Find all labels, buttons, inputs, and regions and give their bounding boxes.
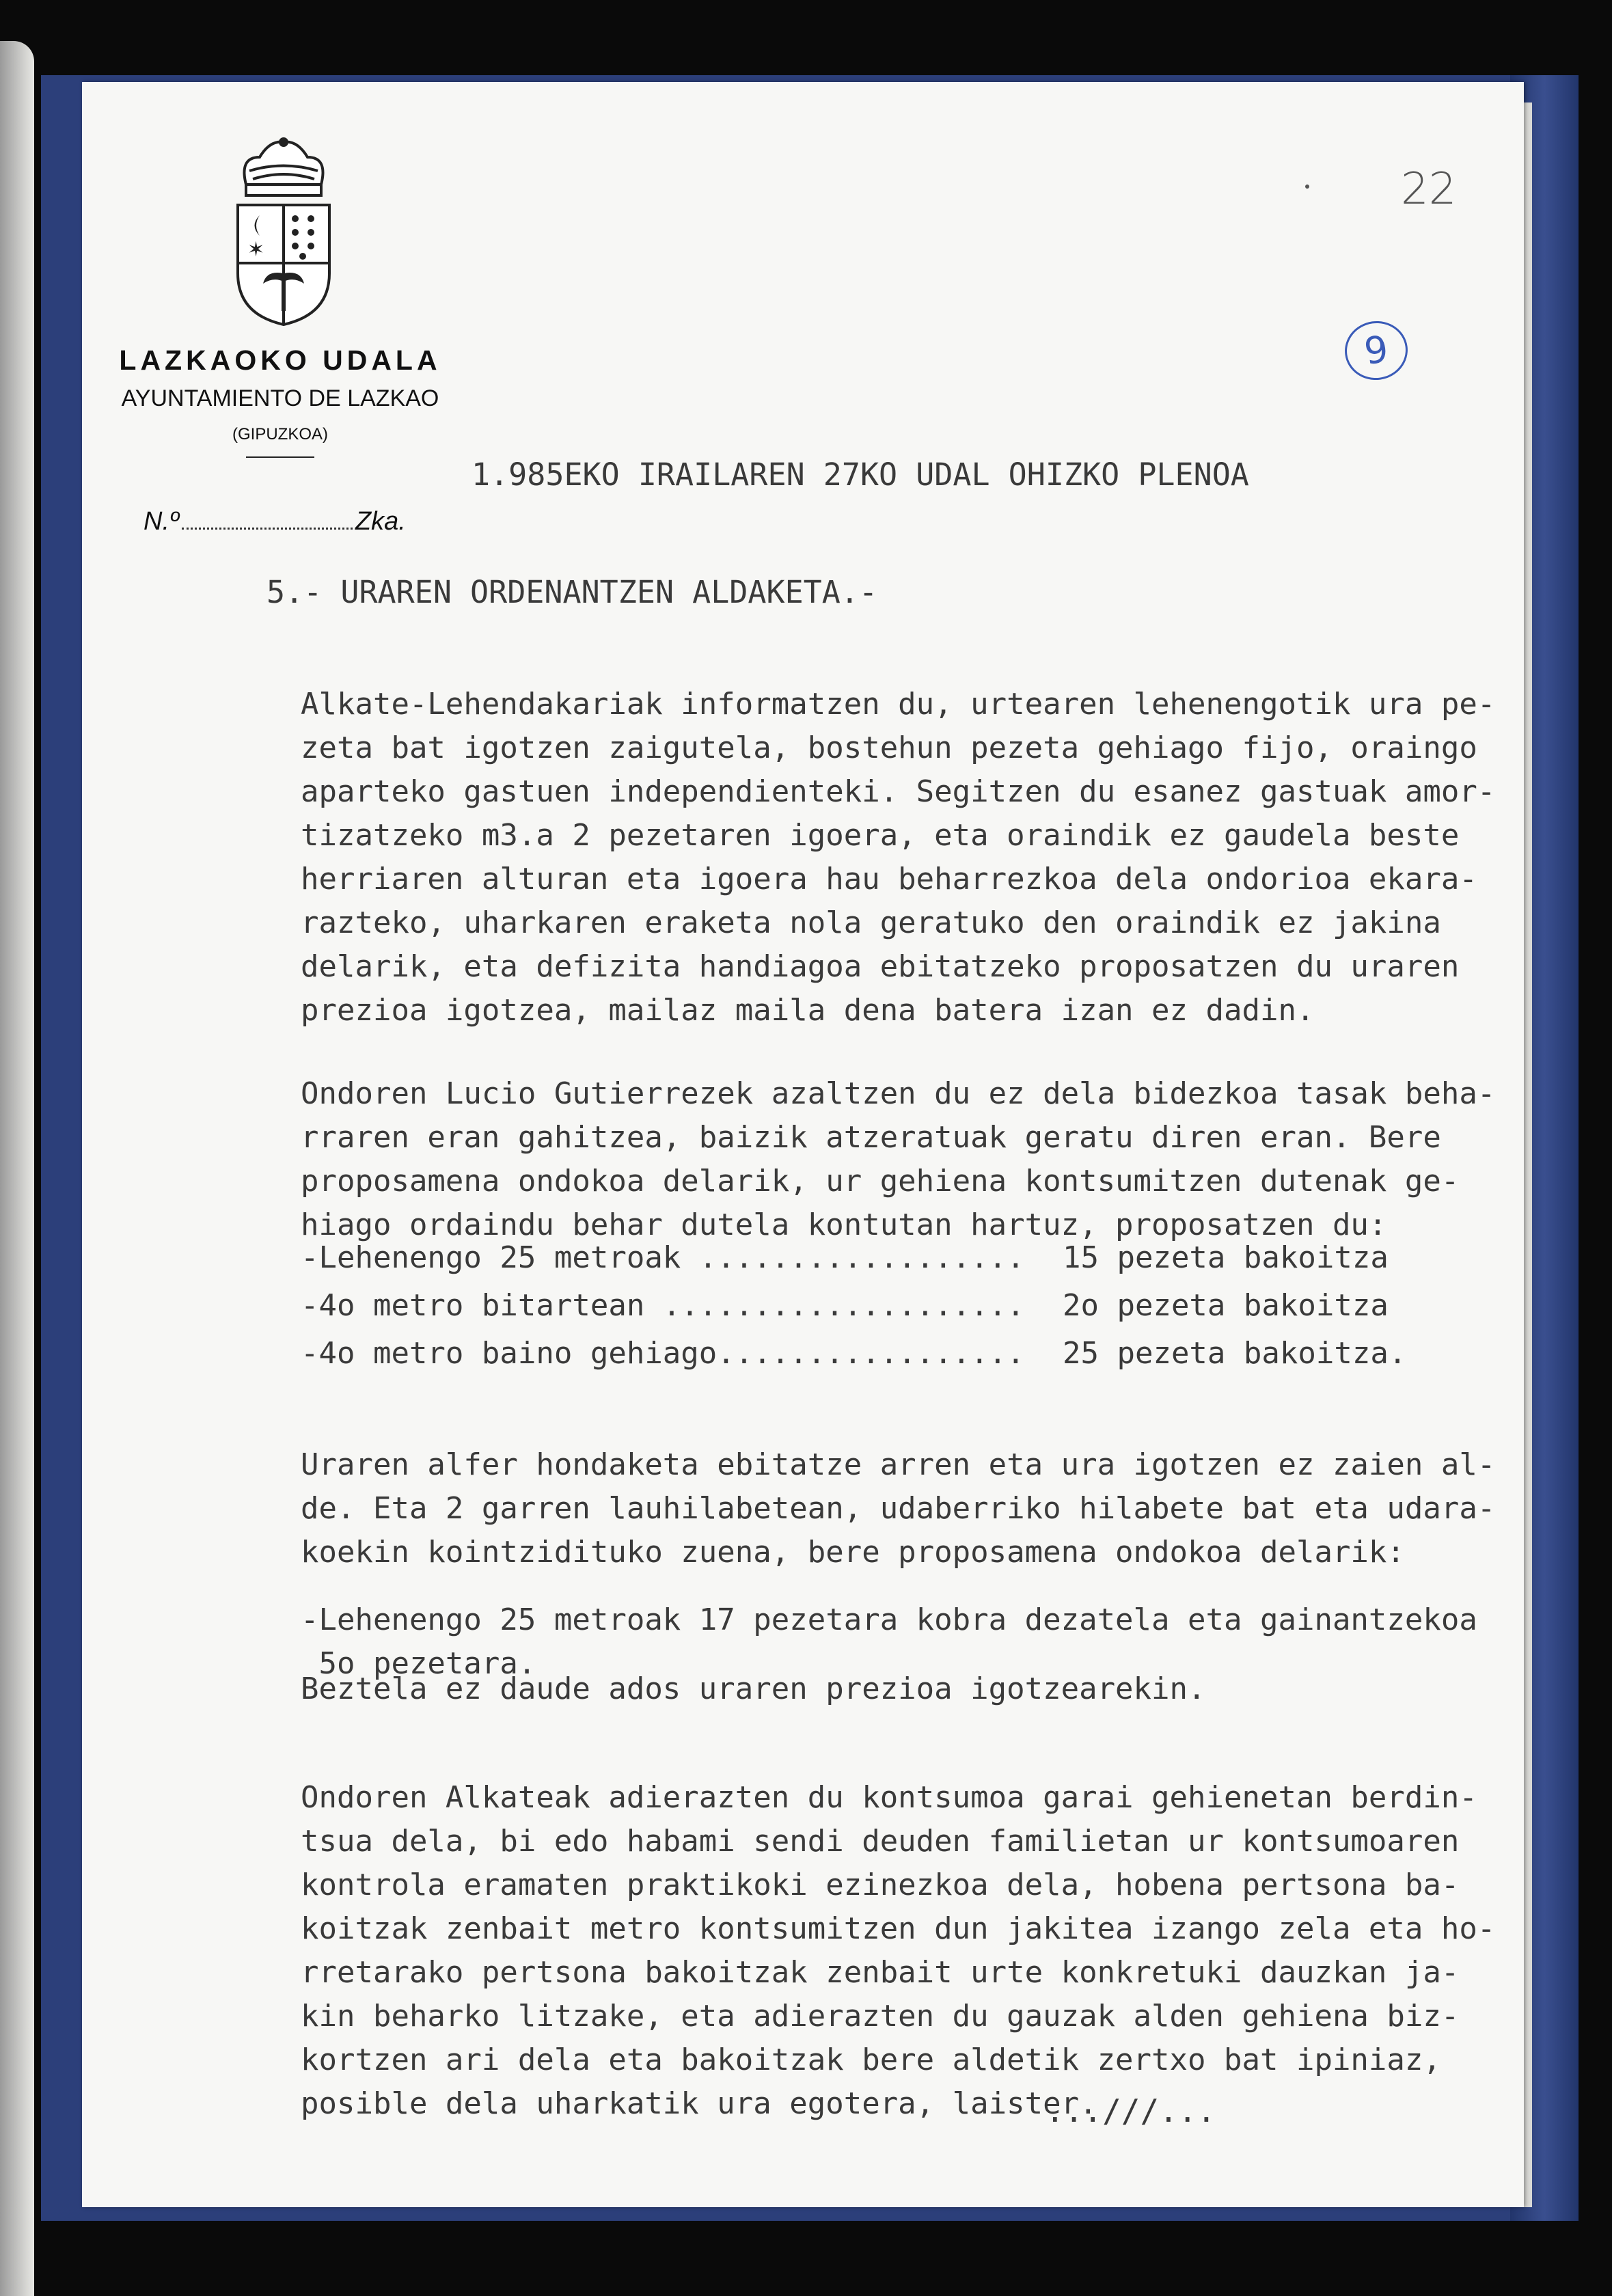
text-line: herriaren alturan eta igoera hau beharrezkoa dela ondorioa ekara-: [301, 862, 1477, 897]
text-line: rretarako pertsona bakoitzak zenbait urte konkretuki dauzkan ja-: [301, 1955, 1460, 1990]
document-title: 1.985EKO IRAILAREN 27KO UDAL OHIZKO PLENOA: [472, 456, 1249, 493]
text-line: hiago ordaindu behar dutela kontutan hartuz, proposatzen du:: [301, 1207, 1387, 1242]
organization-subtitle: AYUNTAMIENTO DE LAZKAO: [121, 385, 439, 411]
tariff-item-amount: 2o pezeta bakoitza: [1063, 1288, 1389, 1323]
ref-suffix: Zka.: [355, 507, 406, 536]
text-line: posible dela uharkatik ura egotera, laister.: [301, 2086, 1097, 2121]
organization-name: LAZKAOKO UDALA: [119, 344, 441, 376]
organization-province: (GIPUZKOA): [232, 425, 328, 443]
text-line: Alkate-Lehendakariak informatzen du, urtearen lehenengotik ura pe-: [301, 687, 1496, 722]
text-line: koekin kointzidituko zuena, bere proposamena ondokoa delarik:: [301, 1535, 1405, 1570]
tariff-item-amount: 25 pezeta bakoitza.: [1063, 1336, 1407, 1371]
paragraph-5: [301, 1732, 1517, 2170]
letterhead-divider: [246, 456, 314, 458]
text-line: Ondoren Lucio Gutierrezek azaltzen du ez dela bidezkoa tasak beha-: [301, 1076, 1496, 1111]
tariff-item-label: -4o metro baino gehiago.................: [301, 1336, 1025, 1371]
tariff-item-label: -Lehenengo 25 metroak ..................: [301, 1240, 1025, 1275]
text-line: delarik, eta defizita handiagoa ebitatzeko proposatzen du uraren: [301, 949, 1460, 984]
svg-text:✶: ✶: [247, 238, 265, 262]
text-line: -Lehenengo 25 metroak 17 pezetara kobra dezatela eta gainantzekoa: [301, 1602, 1477, 1637]
ref-dotted-line: [182, 507, 353, 530]
text-line: 5o pezetara.: [301, 1646, 536, 1681]
text-line: prezioa igotzea, mailaz maila dena batera izan ez dadin.: [301, 993, 1315, 1028]
text-line: zeta bat igotzen zaigutela, bostehun pezeta gehiago fijo, oraingo: [301, 730, 1477, 765]
circled-annotation: 9: [1341, 317, 1411, 384]
text-line: proposamena ondokoa delarik, ur gehiena kontsumitzen dutenak ge-: [301, 1164, 1460, 1199]
text-line: rraren eran gahitzea, baizik atzeratuak geratu diren eran. Bere: [301, 1120, 1441, 1155]
ref-prefix: N.º: [144, 507, 179, 536]
text-line: kin beharko litzake, eta adierazten du gauzak alden gehiena biz-: [301, 1999, 1460, 2034]
text-line: kontrola eramaten praktikoki ezinezkoa dela, hobena pertsona ba-: [301, 1868, 1460, 1902]
text-line: tsua dela, bi edo habami sendi deuden familietan ur kontsumoaren: [301, 1824, 1460, 1859]
reference-number-field: [144, 507, 406, 536]
text-line: Uraren alfer hondaketa ebitatze arren eta ura igotzen ez zaien al-: [301, 1447, 1496, 1482]
text-line: aparteko gastuen independienteki. Segitzen du esanez gastuak amor-: [301, 774, 1496, 809]
text-line: Ondoren Alkateak adierazten du kontsumoa garai gehienetan berdin-: [301, 1780, 1477, 1815]
text-line: kortzen ari dela eta bakoitzak bere aldetik zertxo bat ipiniaz,: [301, 2042, 1441, 2077]
tariff-item-label: -4o metro bitartean ....................: [301, 1288, 1025, 1323]
text-line: koitzak zenbait metro kontsumitzen dun jakitea izango zela eta ho-: [301, 1911, 1496, 1946]
page-mark: [1305, 184, 1309, 189]
text-line: de. Eta 2 garren lauhilabetean, udaberriko hilabete bat eta udara-: [301, 1491, 1496, 1526]
text-line: tizatzeko m3.a 2 pezetaren igoera, eta oraindik ez gaudela beste: [301, 818, 1460, 853]
tariff-item-amount: 15 pezeta bakoitza: [1063, 1240, 1389, 1275]
continuation-mark: ...///...: [1046, 2092, 1216, 2129]
page-stack-edge: [1522, 102, 1532, 2207]
paragraph-1: [301, 639, 1517, 1076]
text-line: razteko, uharkaren eraketa nola geratuko den oraindik ez jakina: [301, 905, 1441, 940]
paragraph-4: Beztela ez daude ados uraren prezioa igotzearekin.: [301, 1671, 1206, 1706]
coat-of-arms-icon: [232, 137, 335, 328]
page-number: 22: [1401, 164, 1457, 215]
adjacent-page-edge: [0, 41, 34, 2296]
agenda-item-heading: 5.- URAREN ORDENANTZEN ALDAKETA.-: [267, 574, 878, 610]
